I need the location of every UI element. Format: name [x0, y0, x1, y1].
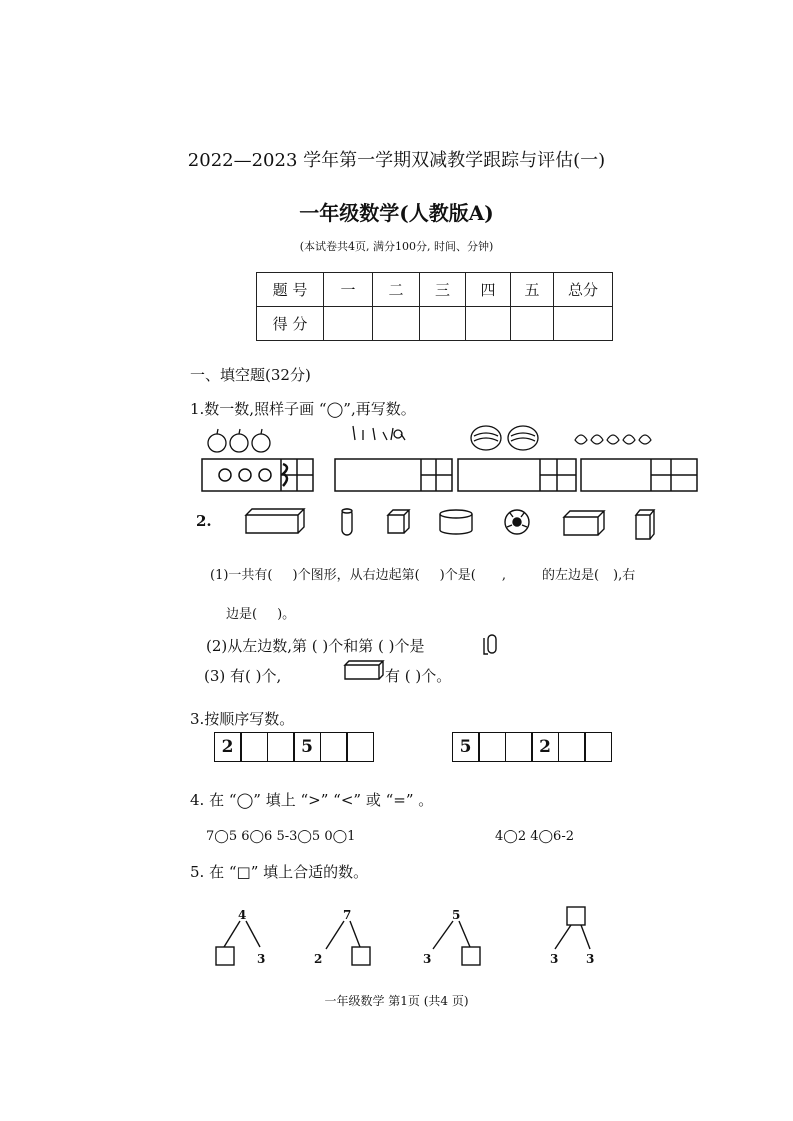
question-2-3-a: (3) 有( )个, [204, 667, 282, 685]
bond-4-left: 3 [550, 952, 559, 966]
bond-2-top: 7 [343, 908, 352, 922]
question-2-label: 2. [196, 512, 212, 530]
number-bond-2 [326, 921, 370, 965]
bond-2-left: 2 [314, 952, 323, 966]
score-cell-total: 总分 [554, 273, 613, 307]
q2-1-part: (1)一共有( [210, 568, 273, 583]
score-cell-label: 题 号 [257, 273, 324, 307]
watermelons-icon [471, 426, 538, 450]
score-cell: 一 [324, 273, 373, 307]
score-input-cell[interactable] [324, 307, 373, 341]
q2-1-part: 边是( [226, 607, 258, 622]
question-2-2: (2)从左边数,第 ( )个和第 ( )个是 [206, 637, 425, 655]
cube-icon [388, 510, 409, 533]
cuboid-icon-2 [564, 511, 604, 535]
ball-icon [505, 510, 529, 534]
question-2-3-b: 有 ( )个。 [385, 667, 452, 685]
cylinder-icon [342, 509, 352, 535]
score-cell: 二 [373, 273, 420, 307]
number-bonds [200, 905, 620, 975]
question-5: 5. 在 “□” 填上合适的数。 [190, 863, 369, 881]
question-4: 4. 在 “◯” 填上 “>” “<” 或 “=” 。 [190, 791, 434, 809]
shapes-row [240, 505, 660, 545]
score-input-cell[interactable] [373, 307, 420, 341]
compare-items-right: 4◯2 4◯6-2 [495, 829, 574, 844]
compare-items-left: 7◯5 6◯6 5-3◯5 0◯1 [206, 829, 356, 844]
bond-1-top: 4 [238, 908, 247, 922]
count-box-watermelons [458, 459, 576, 491]
sequence-box[interactable]: 5 [293, 732, 321, 762]
question-3: 3.按顺序写数。 [190, 710, 295, 728]
sequence-box[interactable] [267, 732, 295, 762]
count-box-apples [202, 459, 313, 491]
q2-1-part: )个图形，从右边起第( [292, 568, 420, 583]
score-input-cell[interactable] [466, 307, 511, 341]
exam-note: (本试卷共4页, 满分100分, 时间、分钟) [299, 240, 494, 253]
count-pictures [195, 424, 655, 494]
sequence-box[interactable] [240, 732, 268, 762]
short-cylinder-icon [440, 510, 472, 534]
count-box-strawberries [581, 459, 697, 491]
number-bond-4 [555, 907, 590, 949]
sequence-box[interactable] [558, 732, 586, 762]
exam-subtitle: 一年级数学(人教版A) [299, 201, 494, 225]
sequence-box[interactable] [320, 732, 348, 762]
sequence-box[interactable] [478, 732, 506, 762]
bond-4-right: 3 [586, 952, 595, 966]
score-row-label: 得 分 [257, 307, 324, 341]
bond-3-top: 5 [452, 908, 461, 922]
sequence-box[interactable]: 2 [214, 732, 242, 762]
q2-1-part: )个是( [439, 568, 476, 583]
score-input-cell[interactable] [554, 307, 613, 341]
sequence-box[interactable] [346, 732, 374, 762]
number-bond-1 [216, 921, 260, 965]
question-2-1 [210, 564, 635, 583]
score-table-header-row [257, 273, 613, 307]
flowers-icon [353, 426, 405, 440]
sequence-boxes-left [215, 732, 374, 762]
score-input-cell[interactable] [511, 307, 554, 341]
question-1: 1.数一数,照样子画 “◯”,再写数。 [190, 400, 416, 418]
q2-1-part: 的左边是( [541, 568, 600, 583]
score-input-cell[interactable] [420, 307, 466, 341]
sequence-box[interactable]: 2 [531, 732, 559, 762]
page-footer: 一年级数学 第1页 (共4 页) [324, 994, 469, 1008]
sequence-box[interactable]: 5 [452, 732, 480, 762]
q2-1-part: )。 [277, 607, 296, 622]
strawberries-icon [575, 435, 651, 444]
cylinder-icon [482, 632, 502, 658]
number-bond-3 [433, 921, 480, 965]
score-cell: 四 [466, 273, 511, 307]
tall-cuboid-icon [636, 510, 654, 539]
sequence-box[interactable] [584, 732, 612, 762]
exam-title: 2022—2023 学年第一学期双减教学跟踪与评估(一) [187, 150, 606, 171]
sequence-boxes-right [453, 732, 612, 762]
cuboid-icon [246, 509, 304, 533]
score-table-score-row [257, 307, 613, 341]
count-box-flowers [335, 459, 452, 491]
q2-1-part: ),右 [613, 568, 636, 583]
q2-1-part: , [501, 568, 506, 583]
sequence-box[interactable] [505, 732, 533, 762]
bond-3-left: 3 [423, 952, 432, 966]
score-cell: 五 [511, 273, 554, 307]
bond-1-right: 3 [257, 952, 266, 966]
section-heading: 一、填空题(32分) [190, 366, 311, 384]
score-cell: 三 [420, 273, 466, 307]
apples-icon [208, 429, 270, 452]
score-table [256, 272, 613, 341]
question-2-1-continued [226, 603, 295, 622]
cuboid-icon [343, 659, 385, 681]
